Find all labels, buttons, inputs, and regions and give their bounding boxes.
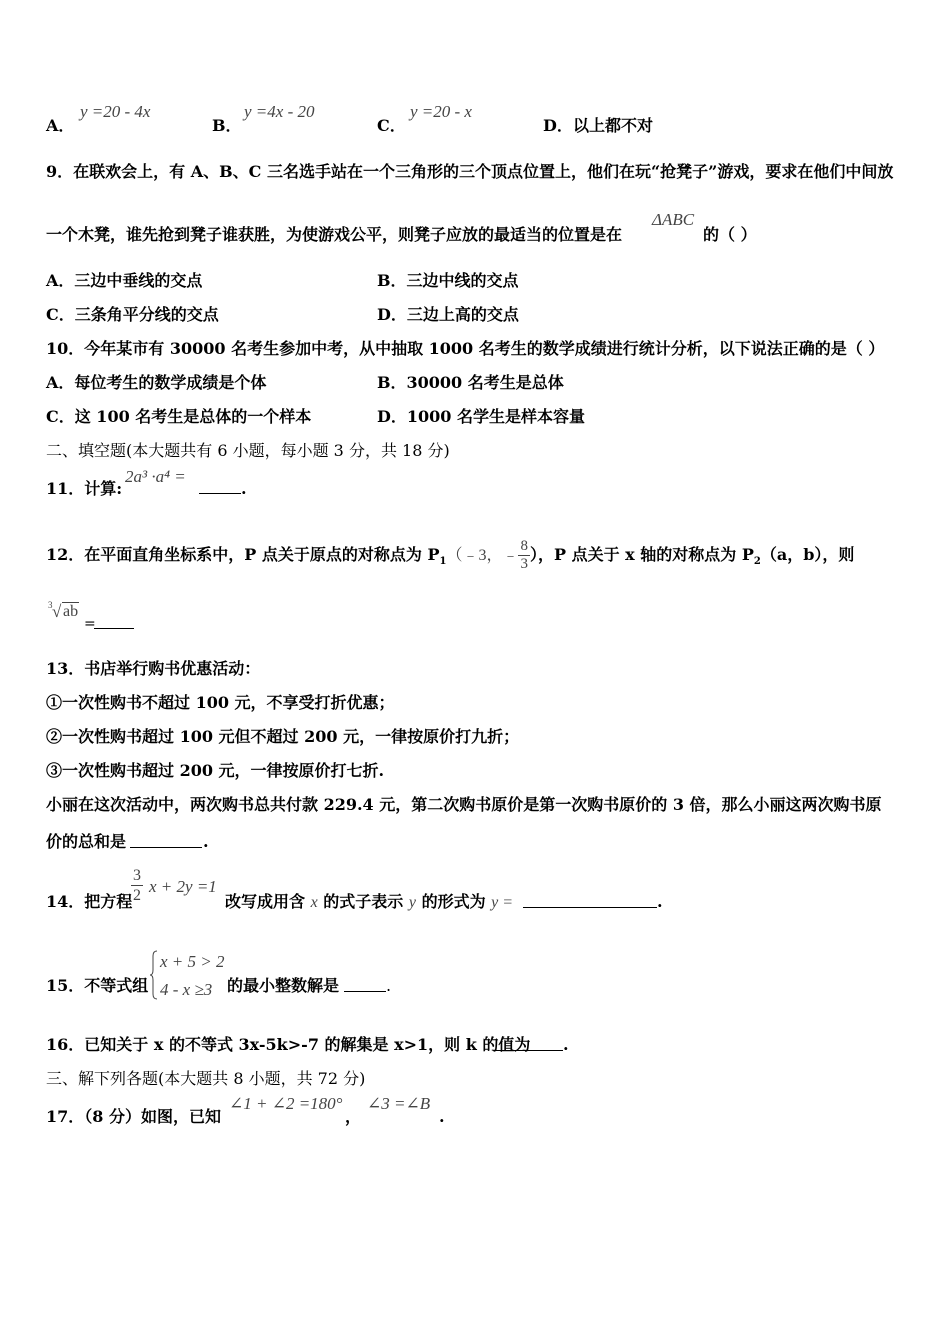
- q15-period: .: [386, 976, 392, 995]
- section-2-heading: 二、填空题(本大题共有 6 小题，每小题 3 分，共 18 分): [46, 441, 450, 460]
- q10-option-d: D．1000 名学生是样本容量: [377, 407, 585, 426]
- q12-fraction-den: 3: [520, 556, 528, 572]
- q11-period: .: [241, 479, 247, 498]
- q12-part2: （﹣3，﹣: [446, 547, 519, 564]
- q14-fraction-den: 2: [133, 887, 141, 904]
- q17-expression-2: ∠3 =∠B: [367, 1094, 431, 1113]
- q8-option-b-expr: y =4x - 20: [244, 102, 315, 121]
- q13-period: .: [203, 832, 209, 851]
- q8-option-d-text: 以上都不对: [573, 116, 654, 135]
- q16-period: .: [563, 1035, 569, 1054]
- q8-option-d-label: D．: [543, 116, 573, 135]
- q14-mid2: 的式子表示: [323, 892, 404, 911]
- q12-fraction: [518, 538, 530, 573]
- q14-var-x: x: [310, 894, 318, 911]
- q15-inequality-2: 4 - x ≥3: [160, 980, 213, 999]
- q14-fraction: [131, 866, 143, 905]
- q8-option-a-expr: y =20 - 4x: [80, 102, 151, 121]
- q13-rule-2: ②一次性购书超过 100 元但不超过 200 元，一律按原价打九折；: [46, 727, 520, 746]
- q12-part3: ），P 点关于 x 轴的对称点为 P: [529, 545, 754, 564]
- brace-icon: [150, 950, 158, 1000]
- q14-answer-blank[interactable]: [523, 892, 657, 908]
- q14-mid3: 的形式为: [421, 892, 486, 911]
- q13-rule-1: ①一次性购书不超过 100 元，不享受打折优惠；: [46, 693, 395, 712]
- q13-problem-line1: 小丽在这次活动中，两次购书总共付款 229.4 元，第二次购书原价是第一次购书原价的 3 倍，那么小丽这两次购书原: [46, 795, 882, 814]
- q16-stem: 16．已知关于 x 的不等式 3x-5k>-7 的解集是 x>1，则 k 的值为: [46, 1035, 531, 1054]
- q14-equation-rest: x + 2y =1: [149, 877, 217, 896]
- q8-option-c-label: C．: [377, 116, 406, 135]
- q15-inequality-1: x + 5 > 2: [160, 952, 225, 971]
- q13-stem: 13．书店举行购书优惠活动：: [46, 659, 261, 678]
- q12-root-body: ab: [63, 603, 79, 620]
- q12-equals: =: [84, 616, 96, 632]
- q14-y-equals: y =: [491, 894, 514, 911]
- q14-var-y: y: [408, 894, 416, 911]
- q9-option-b: B．三边中线的交点: [377, 271, 519, 290]
- q12-sub2: 2: [753, 556, 761, 568]
- q9-stem-tail: 的（ ）: [703, 225, 757, 244]
- section-3-heading: 三、解下列各题(本大题共 8 小题，共 72 分): [46, 1069, 366, 1088]
- q13-rule-3: ③一次性购书超过 200 元，一律按原价打七折.: [46, 761, 385, 780]
- q14-fraction-num: 3: [133, 867, 141, 884]
- q14-label: 14．把方程: [46, 892, 133, 911]
- q8-option-a-label: A．: [46, 116, 75, 135]
- q9-option-c: C．三条角平分线的交点: [46, 305, 219, 324]
- q8-option-b-label: B．: [212, 116, 242, 135]
- q9-stem-line2: 一个木凳，谁先抢到凳子谁获胜，为使游戏公平，则凳子应放的最适当的位置是在: [46, 225, 623, 244]
- q10-option-a: A．每位考生的数学成绩是个体: [46, 373, 267, 392]
- q17-separator: ，: [345, 1107, 362, 1126]
- q13-problem-line2: 价的总和是: [46, 832, 127, 851]
- q11-label: 11．计算:: [46, 479, 123, 498]
- q9-option-d: D．三边上高的交点: [377, 305, 519, 324]
- q10-stem: 10．今年某市有 30000 名考生参加中考，从中抽取 1000 名考生的数学成绩进行统计分析，以下说法正确的是（ ）: [46, 339, 885, 358]
- q12-part4: （a，b），则: [760, 545, 855, 564]
- q12-part1: 12．在平面直角坐标系中，P 点关于原点的对称点为 P: [46, 545, 440, 564]
- q14-mid: 改写成用含: [225, 892, 306, 911]
- q8-option-c-expr: y =20 - x: [410, 102, 472, 121]
- q12-root-index: 3: [48, 600, 53, 610]
- q16-answer-blank[interactable]: [495, 1035, 563, 1051]
- q11-expression: 2a³ ·a⁴ =: [125, 467, 186, 486]
- q17-period: .: [439, 1107, 445, 1126]
- q12-fraction-num: 8: [520, 538, 528, 554]
- q17-expression-1: ∠1 + ∠2 =180°: [229, 1094, 343, 1113]
- q9-triangle-abc: ΔABC: [652, 210, 695, 229]
- q9-option-a: A．三边中垂线的交点: [46, 271, 203, 290]
- q12-stem: [46, 538, 854, 573]
- q12-sub1: 1: [439, 556, 447, 568]
- q15-label: 15．不等式组: [46, 976, 149, 995]
- q17-label: 17．（8 分）如图，已知: [46, 1107, 221, 1126]
- q11-answer-blank[interactable]: [199, 478, 241, 494]
- q13-answer-blank[interactable]: [130, 832, 202, 848]
- q12-answer-blank[interactable]: [94, 614, 134, 629]
- q9-stem-line1: 9．在联欢会上，有 A、B、C 三名选手站在一个三角形的三个顶点位置上，他们在玩“抢凳子”游戏，要求在他们中间放: [46, 162, 894, 181]
- q10-option-c: C．这 100 名考生是总体的一个样本: [46, 407, 312, 426]
- q14-period: .: [657, 892, 663, 911]
- q15-answer-blank[interactable]: [344, 976, 386, 992]
- q10-option-b: B．30000 名考生是总体: [377, 373, 564, 392]
- q15-tail: 的最小整数解是: [227, 976, 340, 995]
- q14-stem: [225, 892, 513, 913]
- sqrt-icon: √: [52, 602, 62, 621]
